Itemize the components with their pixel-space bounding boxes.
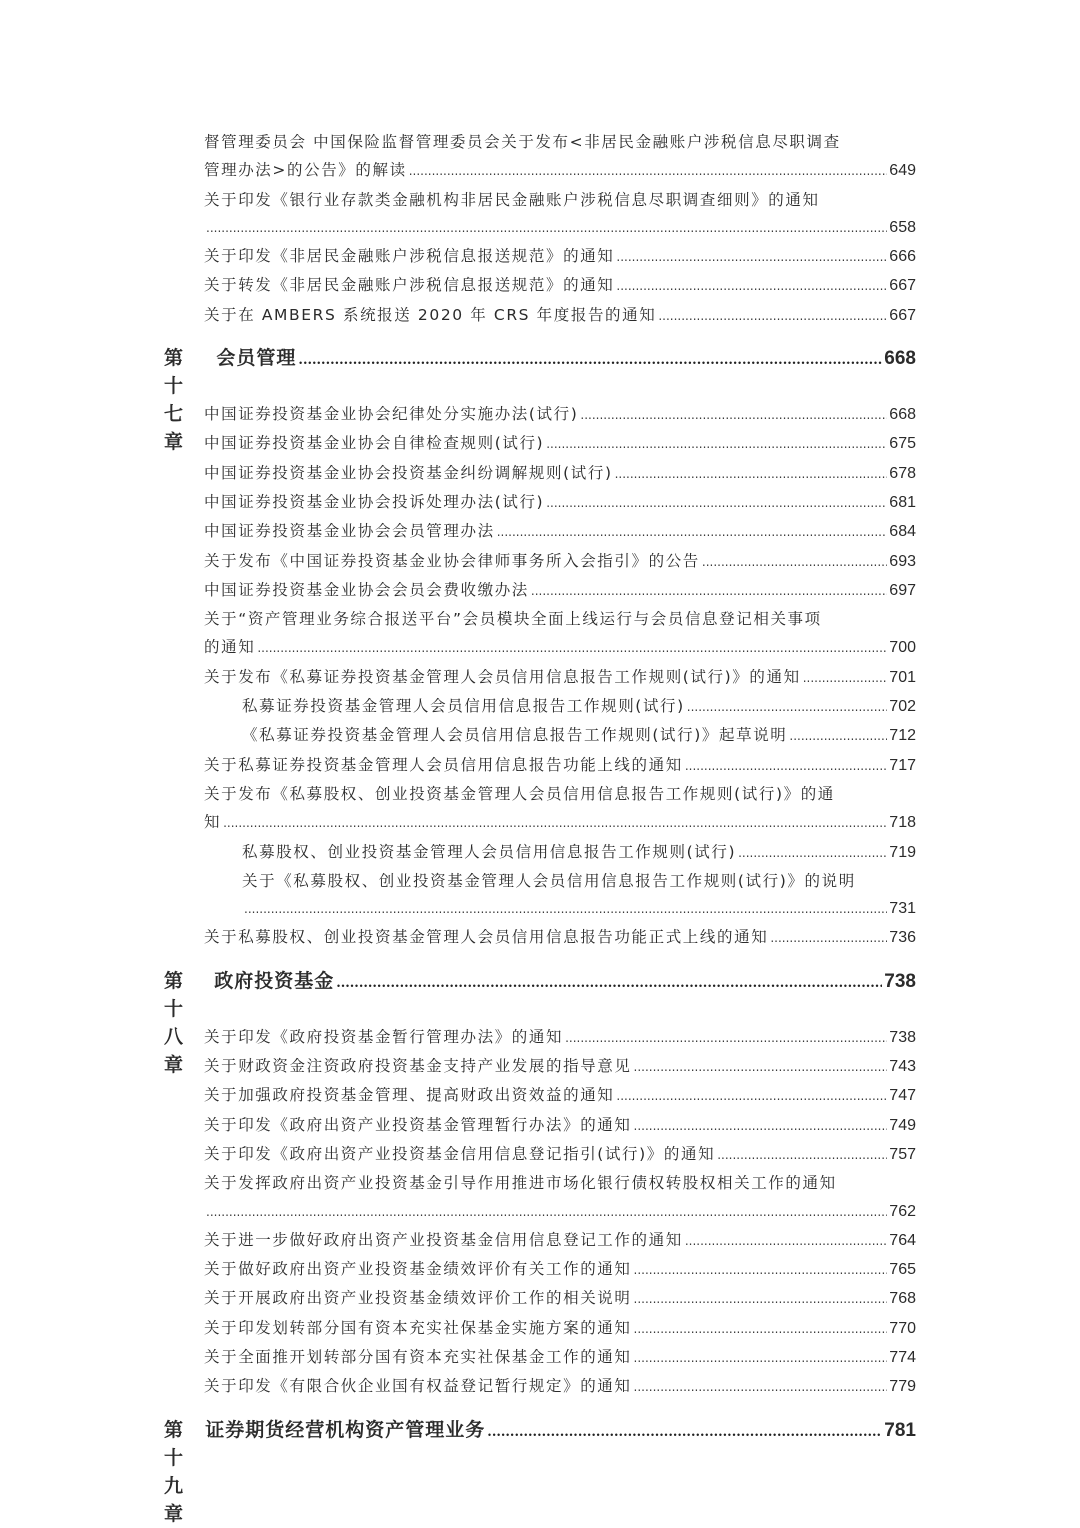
dot-leader [634,1315,888,1343]
entry-title: 中国证券投资基金业协会自律检查规则(试行) [204,434,545,453]
entry-title-line: 关于发布《私募股权、创业投资基金管理人会员信用信息报告工作规则(试行)》的通 [204,784,835,803]
entry-title: 关于私募证券投资基金管理人会员信用信息报告功能上线的通知 [204,755,683,774]
dot-leader [803,664,888,692]
dot-leader [497,518,888,546]
entry-title: 中国证券投资基金业协会会员会费收缴办法 [204,580,529,599]
dot-leader [658,302,887,330]
toc-entry[interactable] [0,1052,1080,1081]
dot-leader [244,895,887,923]
dot-leader [717,1141,887,1169]
entry-title: 关于印发《政府投资基金暂行管理办法》的通知 [204,1027,564,1046]
page-number: 719 [889,843,916,861]
toc-entry[interactable] [0,1226,1080,1255]
page-number: 666 [889,248,916,266]
entry-last-line [204,808,916,837]
dot-leader [615,460,888,488]
toc-entry[interactable] [0,751,1080,780]
entry-title: 关于印发划转部分国有资本充实社保基金实施方案的通知 [204,1318,632,1337]
entry-last-line [242,895,916,923]
toc-entry[interactable] [0,547,1080,576]
entry-title: 关于私募股权、创业投资基金管理人会员信用信息报告功能正式上线的通知 [204,928,769,947]
page-number: 781 [884,1419,916,1441]
page-number: 743 [889,1058,916,1076]
page-number: 757 [889,1145,916,1163]
toc-entry-multiline[interactable] [0,780,1080,838]
entry-title-tail: 管理办法>的公告》的解读 [204,161,407,180]
chapter-title: 政府投资基金 [214,969,335,992]
dot-leader [738,839,887,867]
toc-entry-multiline[interactable] [0,1169,1080,1226]
page-number: 717 [889,756,916,774]
dot-leader [223,809,887,837]
entry-title: 中国证券投资基金业协会投资基金纠纷调解规则(试行) [204,463,613,482]
chapter-title: 证券期货经营机构资产管理业务 [205,1418,486,1441]
entry-title-line: 督管理委员会 中国保险监督管理委员会关于发布<非居民金融账户涉税信息尽职调查 [204,133,841,151]
page-number: 702 [889,698,916,716]
page-number: 678 [889,464,916,482]
entry-last-line [204,214,916,242]
dot-leader [685,752,887,780]
toc-entry[interactable] [0,242,1080,271]
toc-entry-multiline[interactable] [0,128,1080,186]
toc-entry-multiline[interactable] [0,867,1080,924]
page-number: 779 [889,1378,916,1396]
toc-entry[interactable] [0,721,1080,750]
entry-title: 关于印发《有限合伙企业国有权益登记暂行规定》的通知 [204,1377,632,1396]
entry-title-line: 关于《私募股权、创业投资基金管理人会员信用信息报告工作规则(试行)》的说明 [242,871,856,890]
chapter-number: 第十八章 [164,969,185,1076]
toc-entry[interactable] [0,1081,1080,1110]
toc-entry[interactable] [0,923,1080,952]
table-of-contents [0,128,1080,1525]
dot-leader [257,634,887,662]
toc-entry[interactable] [0,838,1080,867]
entry-title-line: 关于印发《银行业存款类金融机构非居民金融账户涉税信息尽职调查细则》的通知 [204,190,820,209]
page-number: 649 [889,162,916,180]
entry-title: 中国证券投资基金业协会投诉处理办法(试行) [204,492,545,511]
page-number: 749 [889,1116,916,1134]
page-number: 684 [889,523,916,541]
dot-leader [531,577,887,605]
entry-title-tail: 知 [204,813,222,832]
toc-entry[interactable] [0,1284,1080,1313]
dot-leader [298,347,882,375]
entry-title: 关于做好政府出资产业投资基金绩效评价有关工作的通知 [204,1260,632,1279]
entry-title: 关于在 AMBERS 系统报送 2020 年 CRS 年度报告的通知 [204,305,657,324]
dot-leader [634,1373,888,1401]
toc-entry[interactable] [0,692,1080,721]
dot-leader [789,722,887,750]
dot-leader [580,401,887,429]
dot-leader [565,1024,887,1052]
dot-leader [409,157,888,185]
page-number: 770 [889,1319,916,1337]
dot-leader [702,548,887,576]
toc-entry[interactable] [0,429,1080,458]
chapter-number: 第十七章 [164,347,185,454]
page-number: 768 [889,1290,916,1308]
dot-leader [634,1112,888,1140]
page-number: 736 [889,929,916,947]
page-number: 675 [889,435,916,453]
toc-entry[interactable] [0,271,1080,300]
dot-leader [634,1053,888,1081]
entry-last-line [204,156,916,185]
dot-leader [770,924,887,952]
page-number: 658 [889,218,916,236]
dot-leader [616,243,887,271]
page-number: 712 [889,727,916,745]
dot-leader [206,1198,887,1226]
entry-title: 关于印发《政府出资产业投资基金管理暂行办法》的通知 [204,1115,632,1134]
toc-entry[interactable] [0,1255,1080,1284]
entry-title: 关于转发《非居民金融账户涉税信息报送规范》的通知 [204,276,615,295]
dot-leader [685,1227,887,1255]
page-number: 765 [889,1261,916,1279]
toc-entry[interactable] [0,517,1080,546]
entry-last-line [204,633,916,662]
entry-title: 关于财政资金注资政府投资基金支持产业发展的指导意见 [204,1057,632,1076]
toc-entry[interactable] [0,1023,1080,1052]
dot-leader [634,1256,888,1284]
entry-title: 关于发布《中国证券投资基金业协会律师事务所入会指引》的公告 [204,551,700,570]
toc-entry-multiline[interactable] [0,186,1080,243]
page-number: 747 [889,1087,916,1105]
entry-title-line: 关于“资产管理业务综合报送平台”会员模块全面上线运行与会员信息登记相关事项 [204,610,822,629]
toc-entry[interactable] [0,488,1080,517]
page-number: 701 [889,668,916,686]
dot-leader [634,1285,888,1313]
page-number: 731 [889,900,916,918]
page-number: 764 [889,1231,916,1249]
entry-title: 私募股权、创业投资基金管理人会员信用信息报告工作规则(试行) [242,842,737,861]
dot-leader [546,430,887,458]
page-number: 700 [889,639,916,657]
entry-title: 关于印发《政府出资产业投资基金信用信息登记指引(试行)》的通知 [204,1144,716,1163]
dot-leader [206,214,887,242]
entry-title: 关于进一步做好政府出资产业投资基金信用信息登记工作的通知 [204,1230,683,1249]
dot-leader [336,970,882,998]
page-number: 697 [889,581,916,599]
entry-title: 关于全面推开划转部分国有资本充实社保基金工作的通知 [204,1347,632,1366]
entry-title: 关于发布《私募证券投资基金管理人会员信用信息报告工作规则(试行)》的通知 [204,667,801,686]
page-number: 681 [889,493,916,511]
entry-title-tail: 的通知 [204,638,256,657]
dot-leader [546,489,887,517]
entry-title: 关于开展政府出资产业投资基金绩效评价工作的相关说明 [204,1289,632,1308]
toc-entry[interactable] [0,1372,1080,1401]
entry-title: 关于印发《非居民金融账户涉税信息报送规范》的通知 [204,247,615,266]
chapter-heading[interactable] [0,1416,1080,1525]
entry-last-line [204,1198,916,1226]
page-number: 738 [889,1028,916,1046]
entry-title-line: 关于发挥政府出资产业投资基金引导作用推进市场化银行债权转股权相关工作的通知 [204,1174,837,1193]
page-number: 693 [889,552,916,570]
toc-entry[interactable] [0,1140,1080,1169]
page-number: 667 [889,306,916,324]
entry-title: 中国证券投资基金业协会纪律处分实施办法(试行) [204,405,579,424]
entry-title: 私募证券投资基金管理人会员信用信息报告工作规则(试行) [242,697,685,716]
toc-entry[interactable] [0,400,1080,429]
dot-leader [687,693,888,721]
dot-leader [616,272,887,300]
page-number: 774 [889,1348,916,1366]
page-number: 668 [884,348,916,370]
entry-title: 关于加强政府投资基金管理、提高财政出资效益的通知 [204,1086,615,1105]
toc-entry[interactable] [0,1314,1080,1343]
chapter-number: 第十九章 [164,1418,185,1525]
toc-entry[interactable] [0,663,1080,692]
toc-entry-multiline[interactable] [0,605,1080,663]
page-number: 718 [889,814,916,832]
entry-title: 中国证券投资基金业协会会员管理办法 [204,522,495,541]
page-number: 667 [889,277,916,295]
page-number: 668 [889,406,916,424]
page-number: 738 [884,970,916,992]
dot-leader [634,1344,888,1372]
dot-leader [487,1419,882,1447]
toc-entry[interactable] [0,301,1080,330]
entry-title: 《私募证券投资基金管理人会员信用信息报告工作规则(试行)》起草说明 [242,726,788,745]
toc-entry[interactable] [0,1343,1080,1372]
page-number: 762 [889,1202,916,1220]
toc-entry[interactable] [0,576,1080,605]
chapter-title: 会员管理 [216,347,297,370]
toc-entry[interactable] [0,459,1080,488]
toc-entry[interactable] [0,1111,1080,1140]
dot-leader [616,1082,887,1110]
